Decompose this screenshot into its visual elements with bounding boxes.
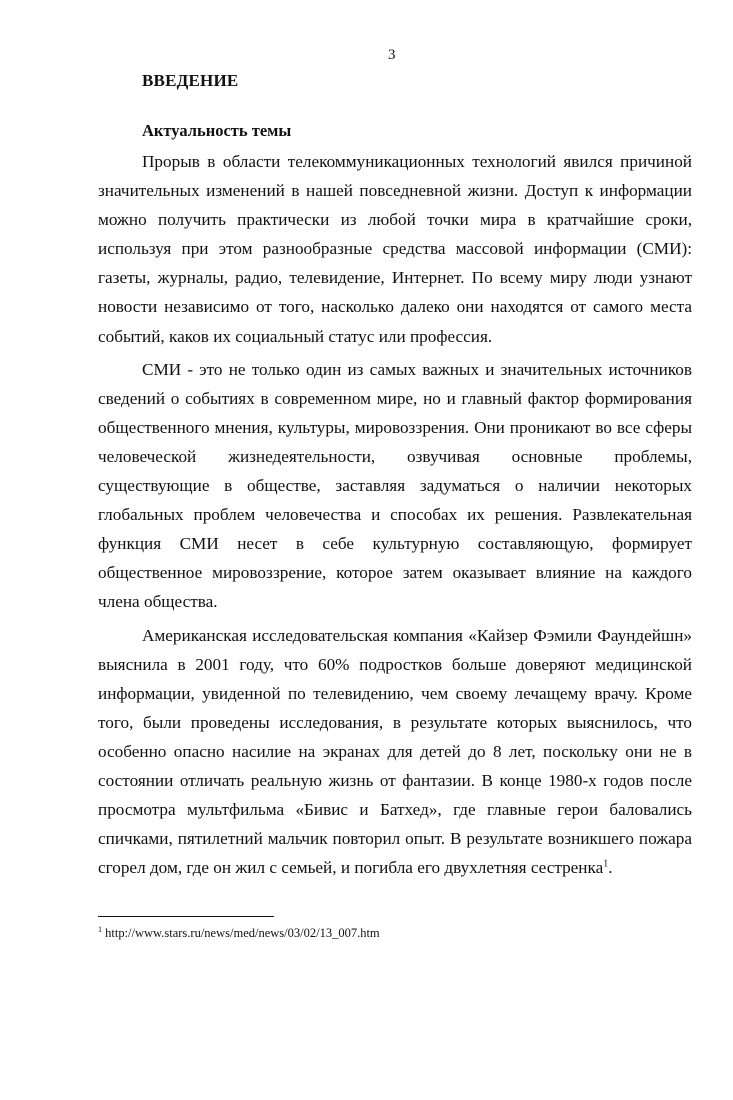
body-text: [98, 147, 692, 882]
footnote-link[interactable]: http://www.stars.ru/news/med/news/03/02/13_007.htm: [105, 926, 380, 940]
paragraph-3-period: .: [608, 858, 613, 878]
paragraph-3: [98, 621, 692, 883]
subsection-heading: Актуальность темы: [142, 121, 292, 140]
footnote-marker: 1: [98, 924, 102, 934]
section-heading: ВВЕДЕНИЕ: [142, 71, 239, 90]
paragraph-1: Прорыв в области телекоммуникационных технологий явился причиной значительных изменений в нашей повседневной жизни. Доступ к информации можно получить практически из любой точки мира в кратчайшие сроки, используя при этом разнообразные средства массовой информации (СМИ): газеты, журналы, радио, телевидение, Интернет. По всему миру люди узнают новости независимо от того, насколько далеко они находятся от самого места событий, каков их социальный статус или профессия.: [98, 152, 692, 346]
footnote-reference: 1: [603, 858, 609, 870]
footnote: [98, 926, 380, 941]
paragraph-2: СМИ - это не только один из самых важных и значительных источников сведений о событиях в современном мире, но и главный фактор формирования общественного мнения, культуры, мировоззрения. Они проникают во все сферы человеческой жизнедеятельности, озвучивая основные проблемы, существующие в обществе, заставляя задуматься о наличии некоторых глобальных проблем человечества и способах их решения. Развлекательная функция СМИ несет в себе культурную составляющую, формирует общественное мировоззрение, которое затем оказывает влияние на каждого члена общества.: [98, 359, 692, 612]
footnote-separator: [98, 916, 274, 917]
page-number: 3: [388, 47, 396, 63]
paragraph-3-text: Американская исследовательская компания «Кайзер Фэмили Фаундейшн» выяснила в 2001 году, что 60% подростков больше доверяют медицинской информации, увиденной по телевидению, чем своему лечащему врачу. Кроме того, были проведены исследования, в результате которых выяснилось, что особенно опасно насилие на экранах для детей до 8 лет, поскольку они не в состоянии отличать реальную жизнь от фантазии. В конце 1980-х годов после просмотра мультфильма «Бивис и Батхед», где главные герои баловались спичками, пятилетний мальчик повторил опыт. В результате возникшего пожара сгорел дом, где он жил с семьей, и погибла его двухлетняя сестренка: [98, 625, 692, 878]
